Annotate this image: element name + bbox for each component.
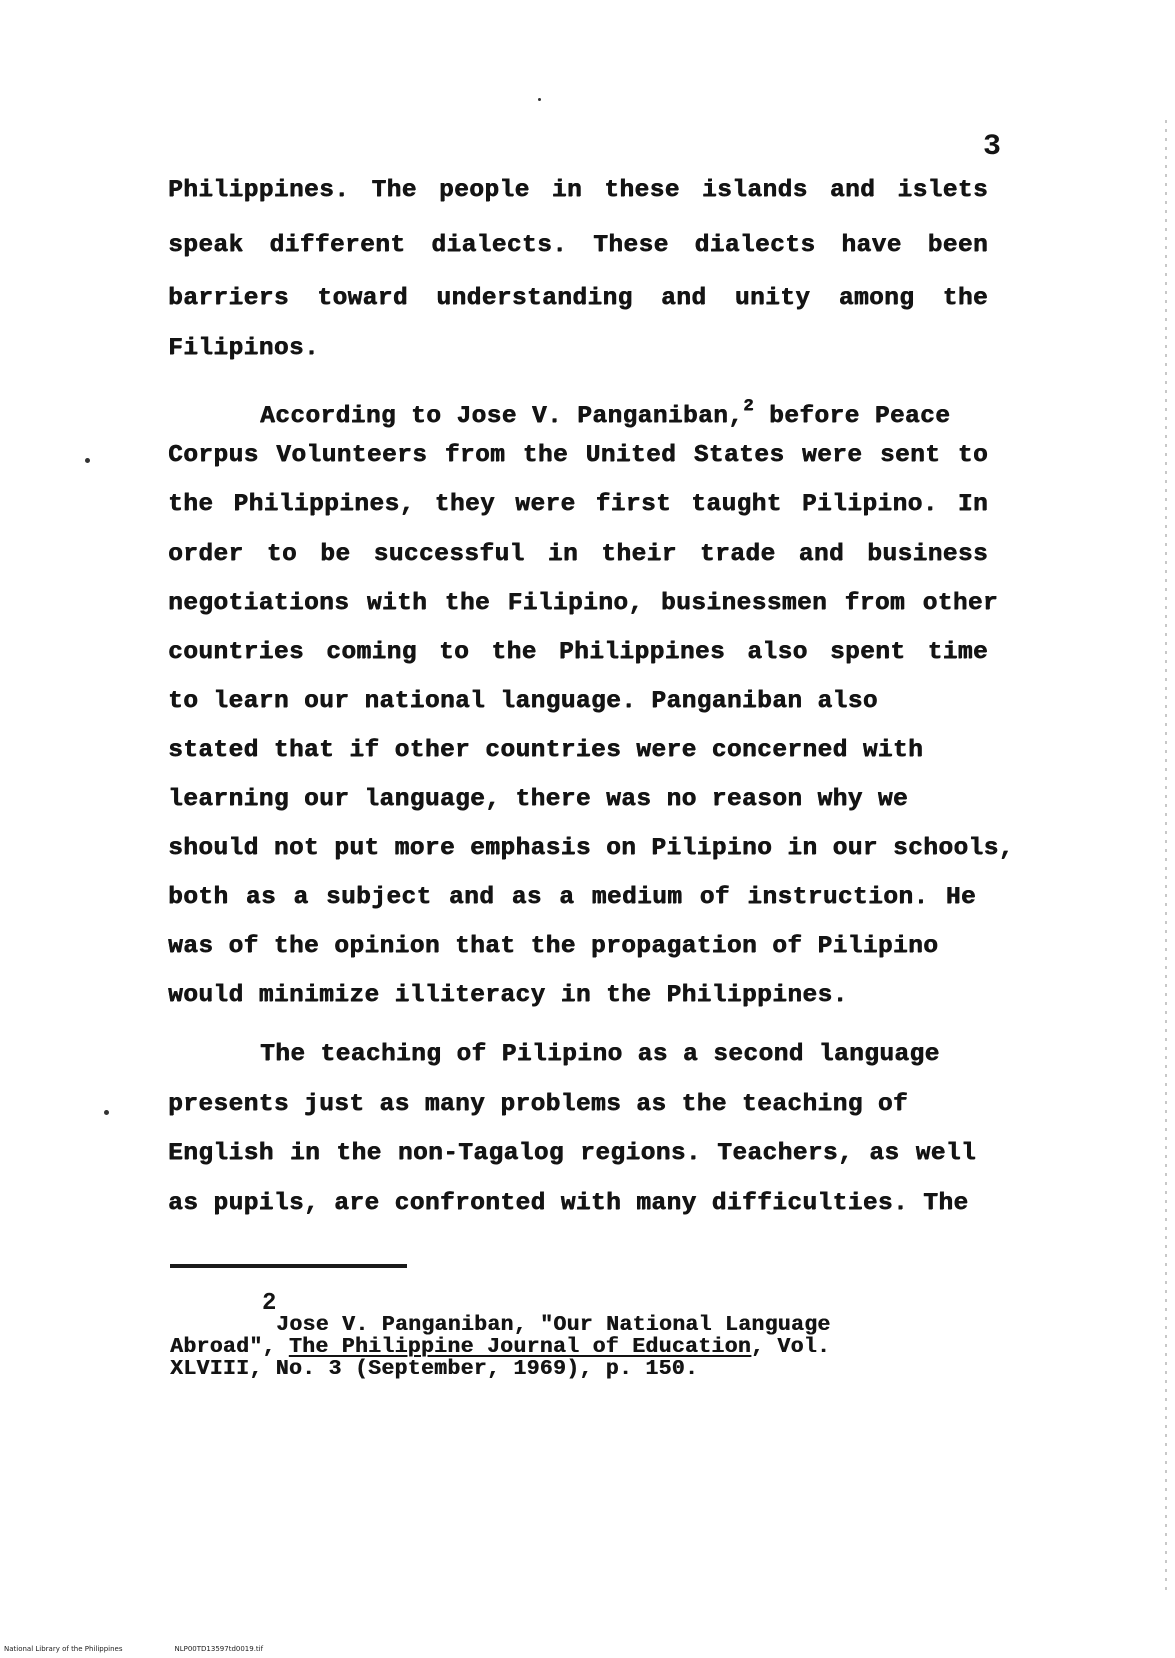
body-line: Filipinos. (168, 335, 320, 362)
catalog-strip (4, 1645, 263, 1653)
body-line: barriers toward understanding and unity among the (168, 285, 988, 312)
scan-edge (1165, 120, 1167, 1590)
body-line: was of the opinion that the propagation of Pilipino (168, 933, 939, 960)
body-line: countries coming to the Philippines also spent time (168, 639, 988, 666)
body-line: should not put more emphasis on Pilipino in our schools, (168, 835, 1014, 862)
body-line: presents just as many problems as the teaching of (168, 1091, 909, 1118)
body-line: both as a subject and as a medium of instruction. He (168, 884, 976, 911)
body-line: negotiations with the Filipino, businessmen from other (168, 590, 998, 617)
footnote-reference: 2 (743, 397, 754, 416)
file-name: NLP00TD13597td0019.tif (174, 1645, 264, 1653)
body-line: would minimize illiteracy in the Philippines. (168, 982, 848, 1009)
footnote-rule (170, 1264, 407, 1268)
scan-speck (104, 1110, 109, 1115)
body-line: order to be successful in their trade and business (168, 541, 988, 568)
body-line: Philippines. The people in these islands and islets (168, 177, 988, 204)
footnote-line: Abroad", The Philippine Journal of Education, Vol. (170, 1335, 831, 1359)
scan-speck (538, 98, 541, 101)
body-line: as pupils, are confronted with many difficulties. The (168, 1190, 969, 1217)
scan-speck (85, 458, 90, 463)
body-line: English in the non-Tagalog regions. Teachers, as well (168, 1140, 976, 1167)
body-line: stated that if other countries were concerned with (168, 737, 924, 764)
footnote-line: XLVIII, No. 3 (September, 1969), p. 150. (170, 1357, 699, 1381)
body-line: According to Jose V. Panganiban,$^2$ before Peace (260, 397, 951, 430)
journal-title: The Philippine Journal of Education (288, 1335, 751, 1359)
body-line: The teaching of Pilipino as a second language (260, 1041, 940, 1068)
library-name: National Library of the Philippines (4, 1645, 123, 1653)
page-number: 3 (983, 130, 1002, 164)
body-line: speak different dialects. These dialects have been (168, 232, 988, 259)
body-line: Corpus Volunteers from the United States were sent to (168, 442, 988, 469)
footnote-line: Jose V. Panganiban, "Our National Language (276, 1313, 831, 1337)
body-line: to learn our national language. Panganiban also (168, 688, 878, 715)
body-line: learning our language, there was no reason why we (168, 786, 909, 813)
body-line: the Philippines, they were first taught Pilipino. In (168, 491, 988, 518)
footnote-marker: 2 (262, 1290, 277, 1317)
